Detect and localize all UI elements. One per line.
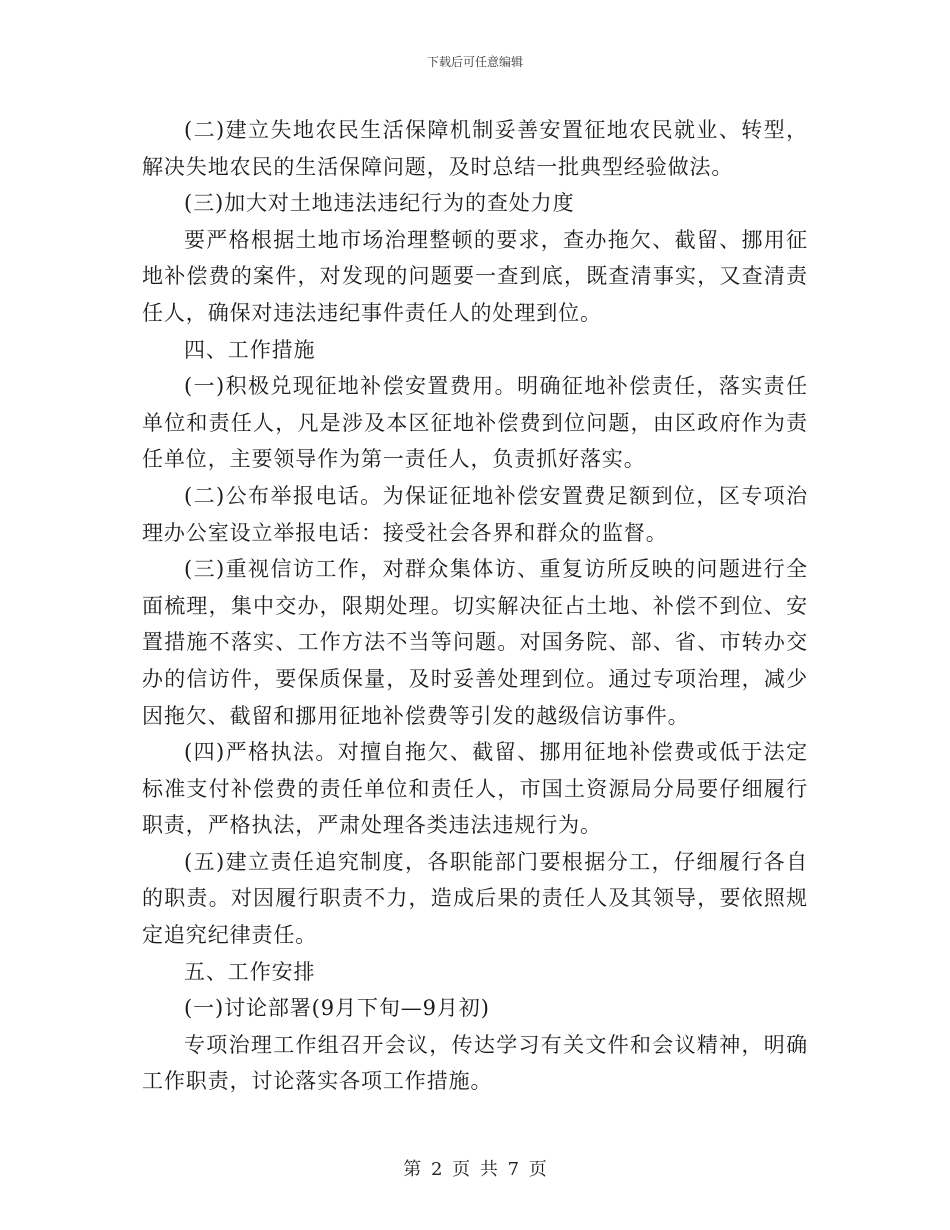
download-note: 下载后可任意编辑 (426, 55, 523, 69)
section-heading: 四、工作措施 (184, 337, 316, 362)
page-number: 第 2 页 共 7 页 (403, 1159, 547, 1180)
paragraph: (二)公布举报电话。为保证征地补偿安置费足额到位，区专项治理办公室设立举报电话：接受社会各界和群众的监督。 (142, 483, 808, 545)
paragraph: (二)建立失地农民生活保障机制妥善安置征地农民就业、转型，解决失地农民的生活保障问题，及时总结一批典型经验做法。 (142, 118, 808, 179)
paragraph: (三)重视信访工作，对群众集体访、重复访所反映的问题进行全面梳理，集中交办，限期处理。切实解决征占土地、补偿不到位、安置措施不落实、工作方法不当等问题。对国务院、部、省、市转办交办的信访件，要保质保量，及时妥善处理到位。通过专项治理，减少因拖欠、截留和挪用征地补偿费等引发的越级信访事件。 (142, 557, 808, 728)
subsection-heading: (一)讨论部署(9月下旬—9月初) (184, 996, 490, 1021)
section-heading: (三)加大对土地违法违纪行为的查处力度 (184, 191, 575, 216)
paragraph: (一)积极兑现征地补偿安置费用。明确征地补偿责任，落实责任单位和责任人，凡是涉及本区征地补偿费到位问题，由区政府作为责任单位，主要领导作为第一责任人，负责抓好落实。 (142, 374, 808, 472)
paragraph: 要严格根据土地市场治理整顿的要求，查办拖欠、截留、挪用征地补偿费的案件，对发现的问题要一查到底，既查清事实，又查清责任人，确保对违法违纪事件责任人的处理到位。 (142, 227, 808, 325)
document-body (142, 112, 808, 1100)
section-heading: 五、工作安排 (184, 959, 316, 984)
paragraph: 专项治理工作组召开会议，传达学习有关文件和会议精神，明确工作职责，讨论落实各项工作措施。 (142, 1032, 808, 1094)
paragraph: (五)建立责任追究制度，各职能部门要根据分工，仔细履行各自的职责。对因履行职责不力，造成后果的责任人及其领导，要依照规定追究纪律责任。 (142, 849, 808, 948)
paragraph: (四)严格执法。对擅自拖欠、截留、挪用征地补偿费或低于法定标准支付补偿费的责任单位和责任人，市国土资源局分局要仔细履行职责，严格执法，严肃处理各类违法违规行为。 (142, 740, 808, 838)
